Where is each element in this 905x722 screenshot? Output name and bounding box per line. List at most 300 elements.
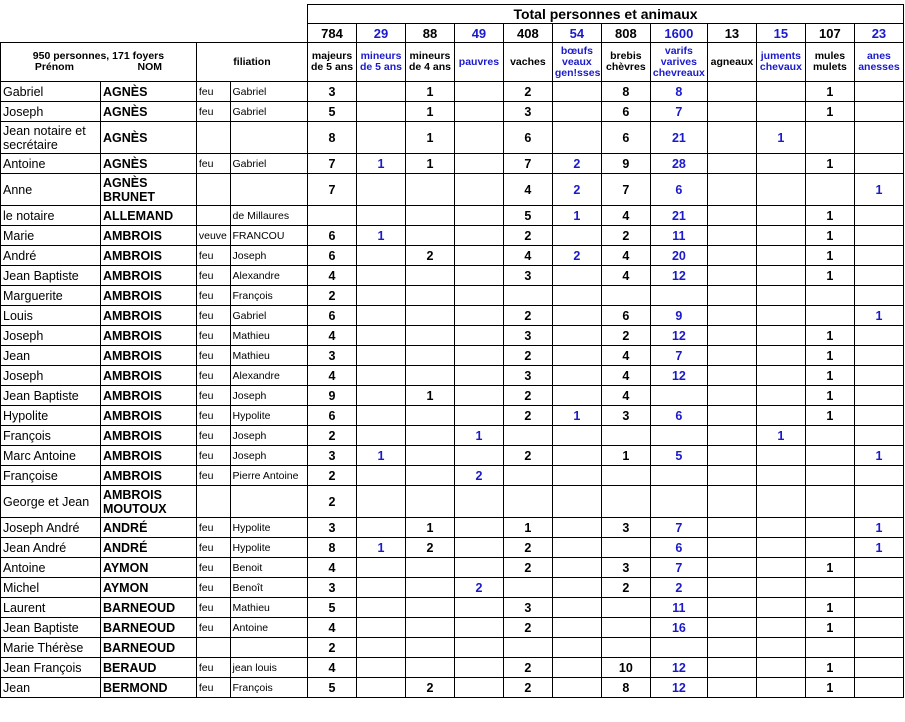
value-cell: 3 [308,82,357,102]
nom-cell: AMBROIS [100,426,196,446]
value-cell: 12 [650,366,707,386]
value-cell: 8 [601,678,650,698]
parent-cell: Joseph [230,446,308,466]
value-cell [552,366,601,386]
value-cell [405,346,454,366]
prenom-cell: Marie [1,226,101,246]
relation-cell: feu [196,266,230,286]
value-cell [854,206,903,226]
value-cell [805,578,854,598]
value-cell: 3 [308,446,357,466]
value-cell [552,558,601,578]
value-cell [756,102,805,122]
value-cell: 6 [308,406,357,426]
value-cell [756,366,805,386]
value-cell [454,518,503,538]
value-cell [405,638,454,658]
value-cell [552,266,601,286]
value-cell: 4 [308,266,357,286]
column-header: varifs varives chevreaux [650,43,707,82]
value-cell [756,246,805,266]
value-cell [454,366,503,386]
table-row [1,122,904,154]
value-cell: 6 [308,226,357,246]
value-cell: 1 [805,346,854,366]
relation-cell: feu [196,82,230,102]
value-cell [503,486,552,518]
prenom-cell: Jean Baptiste [1,266,101,286]
value-cell [357,598,406,618]
value-cell [454,154,503,174]
value-cell [707,426,756,446]
value-cell: 4 [601,366,650,386]
table-title: Total personnes et animaux [308,5,904,24]
value-cell: 2 [405,538,454,558]
table-row [1,466,904,486]
table-row [1,226,904,246]
relation-cell: feu [196,538,230,558]
value-cell [756,406,805,426]
value-cell [805,446,854,466]
value-cell [854,658,903,678]
value-cell: 1 [805,366,854,386]
prenom-cell: Jean notaire et secrétaire [1,122,101,154]
value-cell: 2 [503,82,552,102]
table-row [1,206,904,226]
value-cell [756,678,805,698]
value-cell: 6 [650,174,707,206]
value-cell [405,226,454,246]
value-cell: 2 [503,678,552,698]
value-cell: 1 [805,386,854,406]
total-cell: 88 [405,24,454,43]
value-cell [854,678,903,698]
value-cell [805,466,854,486]
value-cell [552,386,601,406]
value-cell: 3 [503,326,552,346]
table-row [1,426,904,446]
parent-cell: Pierre Antoine [230,466,308,486]
value-cell [756,618,805,638]
value-cell: 7 [650,102,707,122]
value-cell [552,326,601,346]
value-cell [454,102,503,122]
parent-cell: Benoit [230,558,308,578]
value-cell [454,446,503,466]
table-row [1,386,904,406]
value-cell [552,466,601,486]
value-cell: 3 [601,558,650,578]
value-cell: 8 [308,122,357,154]
value-cell [854,486,903,518]
relation-cell: feu [196,102,230,122]
value-cell: 4 [601,266,650,286]
value-cell: 5 [650,446,707,466]
value-cell: 1 [405,518,454,538]
value-cell [552,122,601,154]
value-cell [552,306,601,326]
value-cell [357,246,406,266]
table-row [1,658,904,678]
value-cell: 1 [854,174,903,206]
prenom-cell: Joseph [1,326,101,346]
nom-cell: AMBROIS [100,366,196,386]
total-cell: 13 [707,24,756,43]
prenom-header: Prénom [34,61,74,73]
value-cell: 7 [503,154,552,174]
nom-cell: AMBROIS MOUTOUX [100,486,196,518]
value-cell: 2 [552,246,601,266]
column-header: vaches [503,43,552,82]
value-cell [707,538,756,558]
value-cell [756,226,805,246]
value-cell [357,82,406,102]
value-cell: 1 [357,226,406,246]
value-cell: 3 [308,346,357,366]
parent-cell: Mathieu [230,346,308,366]
table-row [1,82,904,102]
value-cell [405,306,454,326]
value-cell: 12 [650,326,707,346]
parent-cell: Antoine [230,618,308,638]
relation-cell: feu [196,366,230,386]
value-cell: 1 [405,102,454,122]
nom-cell: AGNÈS [100,102,196,122]
value-cell [405,578,454,598]
value-cell: 2 [454,578,503,598]
value-cell [756,598,805,618]
relation-cell: feu [196,466,230,486]
value-cell [601,618,650,638]
value-cell: 7 [650,346,707,366]
value-cell [805,122,854,154]
value-cell [552,658,601,678]
value-cell: 2 [503,658,552,678]
table-row [1,638,904,658]
value-cell [707,206,756,226]
value-cell [707,346,756,366]
parent-cell [230,122,308,154]
parent-cell: Gabriel [230,306,308,326]
value-cell: 1 [805,658,854,678]
column-header: brebis chèvres [601,43,650,82]
value-cell [405,598,454,618]
value-cell [756,286,805,306]
value-cell: 4 [601,346,650,366]
nom-cell: BARNEOUD [100,598,196,618]
parent-cell: François [230,678,308,698]
prenom-cell: Louis [1,306,101,326]
value-cell [805,174,854,206]
value-cell: 11 [650,598,707,618]
parent-cell: Benoît [230,578,308,598]
value-cell [756,266,805,286]
nom-cell: AMBROIS [100,346,196,366]
value-cell [357,678,406,698]
parent-cell: Hypolite [230,406,308,426]
relation-cell: feu [196,306,230,326]
prenom-cell: Joseph [1,366,101,386]
value-cell [707,446,756,466]
value-cell [756,82,805,102]
value-cell: 2 [552,154,601,174]
value-cell [454,82,503,102]
value-cell [854,102,903,122]
value-cell [756,638,805,658]
relation-cell [196,206,230,226]
relation-cell: feu [196,598,230,618]
prenom-cell: Joseph André [1,518,101,538]
table-row [1,286,904,306]
prenom-cell: Jean [1,678,101,698]
value-cell [552,226,601,246]
table-row [1,486,904,518]
value-cell [854,426,903,446]
table-row [1,306,904,326]
value-cell: 1 [805,206,854,226]
value-cell: 2 [405,678,454,698]
parent-cell: Alexandre [230,366,308,386]
value-cell: 1 [854,306,903,326]
value-cell [405,558,454,578]
value-cell [308,206,357,226]
value-cell [454,266,503,286]
value-cell [357,658,406,678]
column-header: agneaux [707,43,756,82]
total-cell: 784 [308,24,357,43]
value-cell [552,538,601,558]
value-cell [454,538,503,558]
value-cell [454,226,503,246]
value-cell [650,486,707,518]
relation-cell [196,122,230,154]
value-cell: 2 [503,446,552,466]
value-cell: 20 [650,246,707,266]
value-cell [552,518,601,538]
relation-cell [196,486,230,518]
value-cell: 10 [601,658,650,678]
value-cell [405,446,454,466]
value-cell [405,658,454,678]
nom-cell: AGNÈS [100,82,196,102]
column-header: mineurs de 5 ans [357,43,406,82]
nom-cell: AMBROIS [100,446,196,466]
table-row [1,406,904,426]
value-cell [854,598,903,618]
value-cell: 5 [503,206,552,226]
value-cell [357,426,406,446]
relation-cell: feu [196,426,230,446]
value-cell: 6 [308,306,357,326]
value-cell [854,286,903,306]
filiation-header: filiation [196,43,307,82]
prenom-cell: Jean [1,346,101,366]
relation-cell: feu [196,618,230,638]
value-cell [601,286,650,306]
value-cell: 5 [308,678,357,698]
value-cell [454,326,503,346]
prenom-cell: Gabriel [1,82,101,102]
value-cell [854,386,903,406]
table-row [1,518,904,538]
value-cell: 12 [650,678,707,698]
nom-cell: AMBROIS [100,406,196,426]
prenom-cell: Marc Antoine [1,446,101,466]
value-cell [454,386,503,406]
value-cell [357,486,406,518]
value-cell [454,598,503,618]
relation-cell: feu [196,658,230,678]
value-cell: 4 [503,246,552,266]
value-cell: 4 [503,174,552,206]
value-cell [707,286,756,306]
value-cell: 2 [503,306,552,326]
parent-cell: Alexandre [230,266,308,286]
relation-cell: feu [196,326,230,346]
value-cell: 4 [601,206,650,226]
value-cell [707,226,756,246]
value-cell [707,598,756,618]
value-cell [503,286,552,306]
value-cell [805,518,854,538]
value-cell: 6 [308,246,357,266]
table-row [1,366,904,386]
value-cell [357,578,406,598]
value-cell: 2 [308,466,357,486]
value-cell: 12 [650,266,707,286]
value-cell [454,174,503,206]
relation-cell: feu [196,406,230,426]
nom-cell: AMBROIS [100,326,196,346]
value-cell [756,658,805,678]
value-cell [601,638,650,658]
value-cell [854,154,903,174]
nom-cell: ANDRÉ [100,538,196,558]
value-cell: 21 [650,122,707,154]
value-cell: 1 [357,154,406,174]
nom-cell: AGNÈS BRUNET [100,174,196,206]
value-cell: 1 [805,246,854,266]
value-cell [707,82,756,102]
value-cell [405,206,454,226]
relation-cell: feu [196,578,230,598]
parent-cell: François [230,286,308,306]
value-cell [552,426,601,446]
prenom-cell: Jean André [1,538,101,558]
table-row [1,346,904,366]
value-cell: 8 [650,82,707,102]
prenom-cell: Laurent [1,598,101,618]
parent-cell [230,174,308,206]
value-cell [805,638,854,658]
parent-cell: Gabriel [230,102,308,122]
parent-cell: Mathieu [230,326,308,346]
value-cell: 2 [601,326,650,346]
value-cell [650,466,707,486]
value-cell: 1 [405,386,454,406]
prenom-cell: George et Jean [1,486,101,518]
prenom-cell: Antoine [1,558,101,578]
value-cell [405,406,454,426]
value-cell: 1 [503,518,552,538]
value-cell [707,638,756,658]
value-cell [854,326,903,346]
value-cell [854,366,903,386]
value-cell: 12 [650,658,707,678]
relation-cell: feu [196,154,230,174]
total-cell: 408 [503,24,552,43]
value-cell [454,122,503,154]
value-cell: 8 [308,538,357,558]
prenom-cell: le notaire [1,206,101,226]
value-cell [854,618,903,638]
value-cell [357,266,406,286]
value-cell: 2 [503,558,552,578]
parent-cell [230,638,308,658]
value-cell [357,518,406,538]
value-cell [454,406,503,426]
value-cell [454,678,503,698]
value-cell [707,618,756,638]
value-cell [756,558,805,578]
nom-cell: AMBROIS [100,226,196,246]
value-cell [650,386,707,406]
prenom-cell: Jean Baptiste [1,618,101,638]
value-cell: 1 [854,538,903,558]
value-cell: 1 [552,206,601,226]
value-cell: 2 [454,466,503,486]
table-row [1,266,904,286]
value-cell: 2 [503,538,552,558]
value-cell [454,618,503,638]
value-cell [503,638,552,658]
value-cell [405,266,454,286]
value-cell [650,638,707,658]
value-cell [854,226,903,246]
prenom-cell: Joseph [1,102,101,122]
value-cell [405,466,454,486]
relation-cell: feu [196,678,230,698]
value-cell: 1 [854,446,903,466]
value-cell [650,286,707,306]
parent-cell: Hypolite [230,538,308,558]
value-cell [357,286,406,306]
value-cell: 4 [308,366,357,386]
table-row [1,326,904,346]
value-cell [552,678,601,698]
value-cell [756,154,805,174]
value-cell: 4 [601,386,650,406]
value-cell [707,122,756,154]
value-cell [357,366,406,386]
value-cell: 11 [650,226,707,246]
value-cell: 2 [308,486,357,518]
value-cell [357,618,406,638]
prenom-cell: Jean François [1,658,101,678]
value-cell [854,558,903,578]
relation-cell: feu [196,446,230,466]
value-cell [707,326,756,346]
value-cell [756,486,805,518]
value-cell: 16 [650,618,707,638]
value-cell: 1 [805,226,854,246]
nom-cell: BERAUD [100,658,196,678]
value-cell: 2 [552,174,601,206]
relation-cell: feu [196,386,230,406]
prenom-cell: Marie Thérèse [1,638,101,658]
value-cell [552,486,601,518]
value-cell [854,246,903,266]
